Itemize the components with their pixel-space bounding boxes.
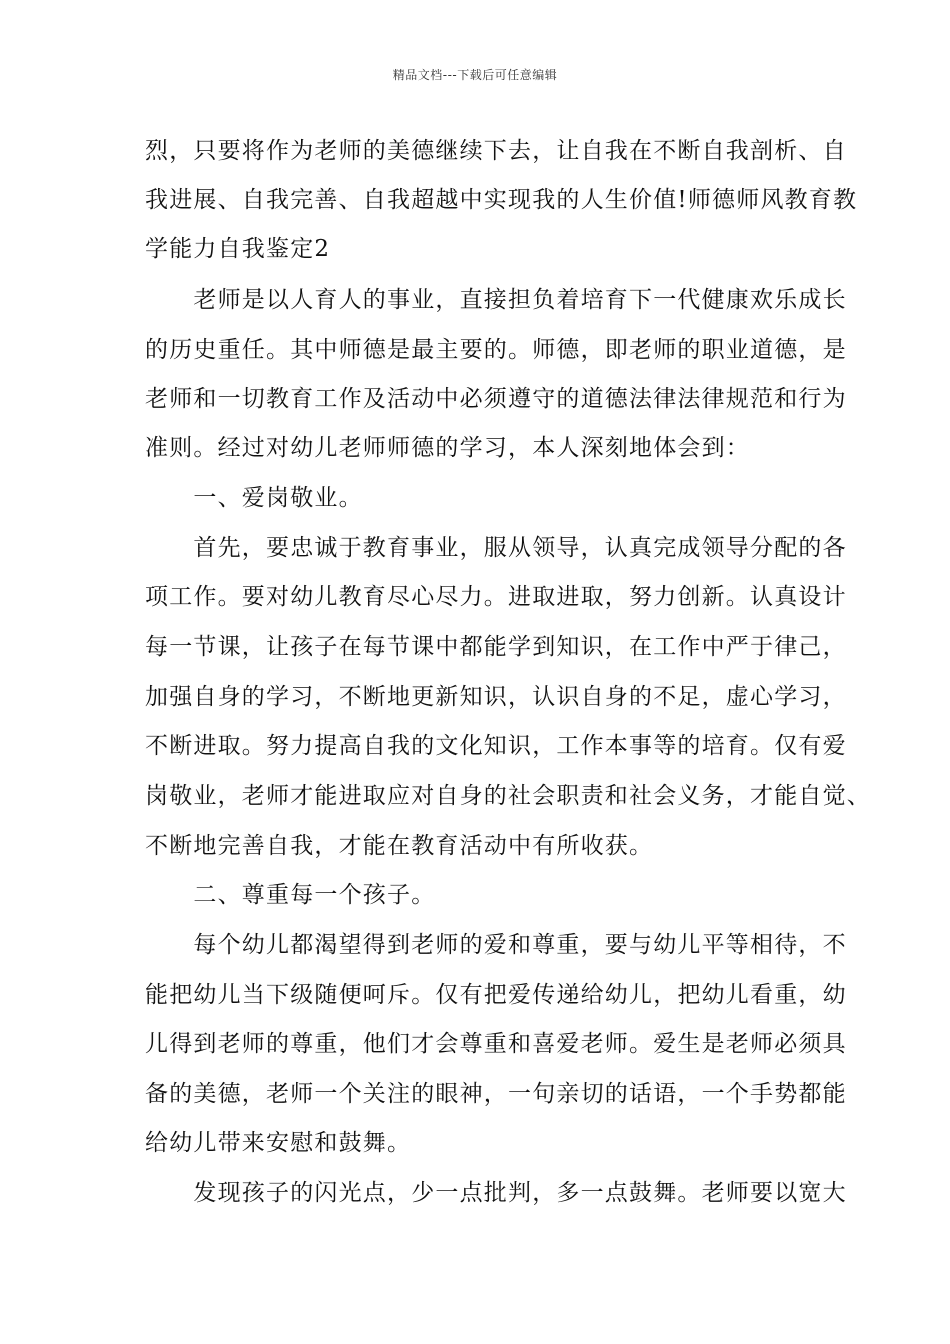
text-line: 儿得到老师的尊重，他们才会尊重和喜爱老师。爱生是老师必须具: [145, 1031, 847, 1057]
text-line: 我进展、自我完善、自我超越中实现我的人生价值!师德师风教育教: [145, 187, 858, 213]
text-line: 加强自身的学习，不断地更新知识，认识自身的不足，虚心学习，: [145, 684, 847, 710]
section-heading: 二、尊重每一个孩子。: [145, 882, 436, 908]
text-line: 给幼儿带来安慰和鼓舞。: [145, 1130, 412, 1156]
text-line: 岗敬业，老师才能进取应对自身的社会职责和社会义务，才能自觉、: [145, 783, 871, 809]
text-line: 备的美德，老师一个关注的眼神，一句亲切的话语，一个手势都能: [145, 1081, 847, 1107]
text-line: 不断进取。努力提高自我的文化知识，工作本事等的培育。仅有爱: [145, 733, 847, 759]
text-line: 首先，要忠诚于教育事业，服从领导，认真完成领导分配的各: [145, 535, 847, 561]
text-line: 不断地完善自我，才能在教育活动中有所收获。: [145, 833, 654, 859]
page-header: 精品文档---下载后可任意编辑: [392, 68, 558, 82]
text-line: 项工作。要对幼儿教育尽心尽力。进取进取，努力创新。认真设计: [145, 584, 847, 610]
text-line: 老师是以人育人的事业，直接担负着培育下一代健康欢乐成长: [145, 287, 847, 313]
text-line: 老师和一切教育工作及活动中必须遵守的道德法律法律规范和行为: [145, 386, 847, 412]
text-line: 发现孩子的闪光点，少一点批判，多一点鼓舞。老师要以宽大: [145, 1180, 847, 1206]
text-line: 烈，只要将作为老师的美德继续下去，让自我在不断自我剖析、自: [145, 138, 847, 164]
text-line: 每个幼儿都渴望得到老师的爱和尊重，要与幼儿平等相待，不: [145, 932, 847, 958]
section-heading: 一、爱岗敬业。: [145, 485, 363, 511]
text-line: 的历史重任。其中师德是最主要的。师德，即老师的职业道德，是: [145, 337, 847, 363]
text-line: 每一节课，让孩子在每节课中都能学到知识，在工作中严于律己，: [145, 634, 847, 660]
text-line: 准则。经过对幼儿老师师德的学习，本人深刻地体会到：: [145, 435, 750, 461]
text-line: 能把幼儿当下级随便呵斥。仅有把爱传递给幼儿，把幼儿看重，幼: [145, 982, 847, 1008]
text-line: 学能力自我鉴定2: [145, 236, 331, 262]
